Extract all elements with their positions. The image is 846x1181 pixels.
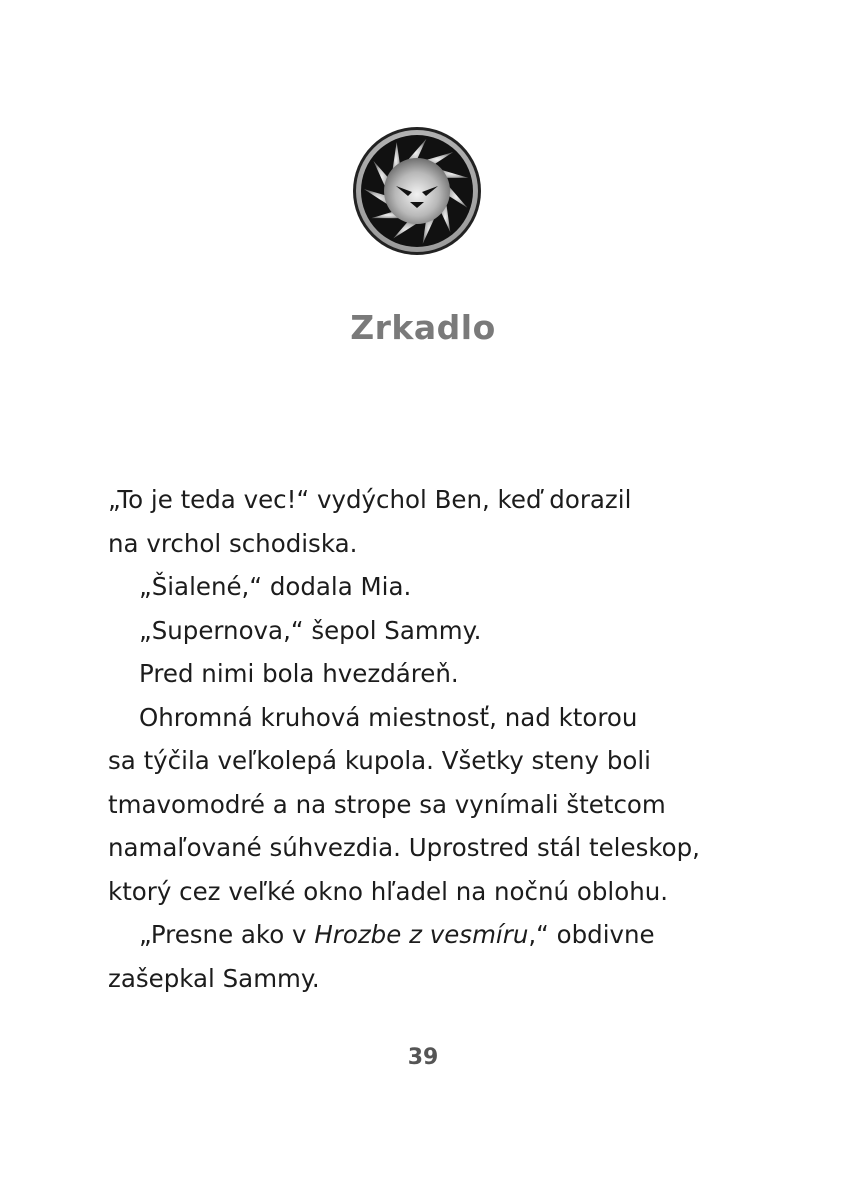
spiky-face-emblem-icon — [352, 126, 482, 256]
text-fragment: „Presne ako v — [139, 920, 315, 949]
text-line: Ohromná kruhová miestnosť, nad ktorou — [139, 702, 638, 732]
chapter-title: Zrkadlo — [350, 308, 496, 347]
body-text — [108, 478, 748, 1000]
text-line: namaľované súhvezdia. Uprostred stál teleskop, — [108, 833, 700, 862]
book-title-italic: Hrozbe z vesmíru — [314, 920, 529, 949]
text-line: „To je teda vec!“ vydýchol Ben, keď dorazil — [108, 485, 632, 514]
text-line: „Šialené,“ dodala Mia. — [139, 572, 412, 601]
text-line: „Supernova,“ šepol Sammy. — [139, 615, 482, 645]
page-number: 39 — [407, 1045, 439, 1070]
text-fragment: ,“ obdivne — [528, 920, 655, 949]
text-line: Pred nimi bola hvezdáreň. — [139, 659, 459, 688]
text-line: ktorý cez veľké okno hľadel na nočnú oblohu. — [108, 876, 669, 906]
text-line-with-italic — [108, 913, 748, 957]
text-line: sa týčila veľkolepá kupola. Všetky steny boli — [108, 746, 651, 775]
text-line: na vrchol schodiska. — [108, 528, 358, 558]
text-line: zašepkal Sammy. — [108, 963, 320, 993]
text-line: tmavomodré a na strope sa vynímali štetcom — [108, 789, 666, 819]
